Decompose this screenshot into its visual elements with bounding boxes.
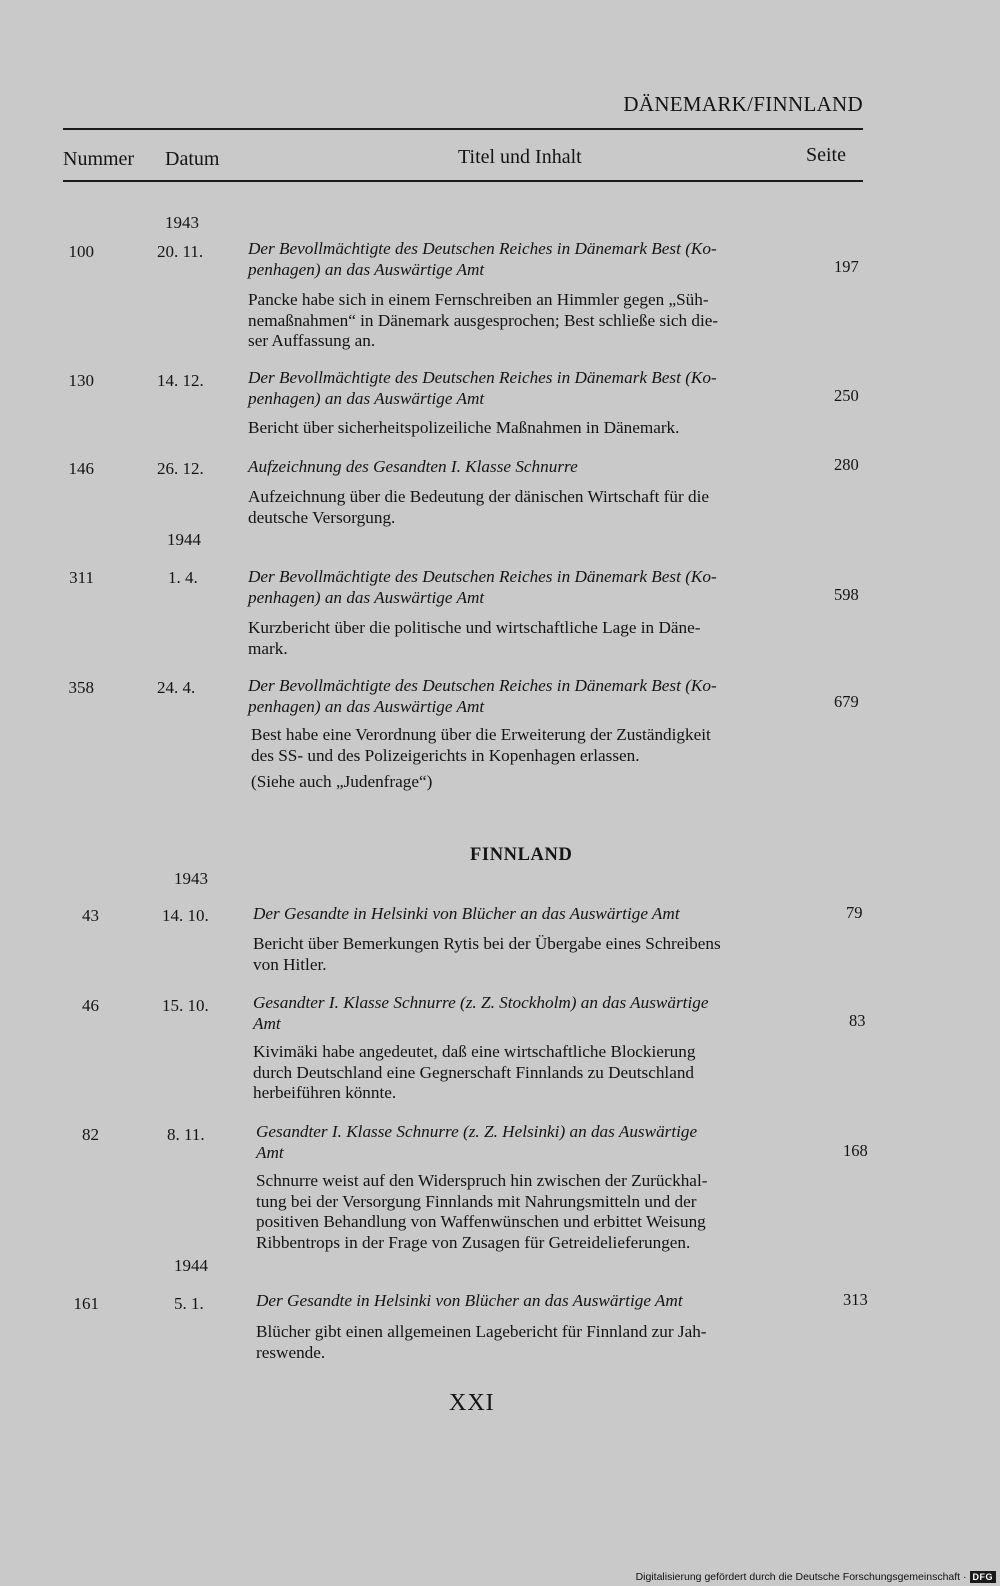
entry-title: Der Bevollmächtigte des Deutschen Reiches in Dänemark Best (Ko- penhagen) an das Auswärtige Amt bbox=[248, 239, 717, 279]
entry-number: 130 bbox=[68, 371, 94, 390]
entry-title: Der Gesandte in Helsinki von Blücher an das Auswärtige Amt bbox=[253, 904, 680, 923]
column-header-number: Nummer bbox=[63, 148, 135, 170]
entry-date: 24. 4. bbox=[157, 678, 196, 697]
entry-date: 14. 12. bbox=[157, 371, 204, 390]
year-label: 1944 bbox=[174, 1256, 208, 1275]
column-header-title: Titel und Inhalt bbox=[458, 146, 582, 168]
footer-text: Digitalisierung gefördert durch die Deutsche Forschungsgemeinschaft · bbox=[635, 1571, 967, 1583]
entry-page: 83 bbox=[849, 1011, 866, 1030]
entry-number: 46 bbox=[82, 996, 99, 1015]
entry-date: 26. 12. bbox=[157, 459, 204, 478]
entry-date: 1. 4. bbox=[168, 568, 198, 587]
entry-summary: Best habe eine Verordnung über die Erweiterung der Zuständigkeit des SS- und des Polizeigerichts in Kopenhagen erlassen. (Siehe auch „Judenfrage“) bbox=[251, 725, 711, 791]
entry-number: 311 bbox=[69, 568, 94, 587]
entry-number: 358 bbox=[68, 678, 94, 697]
entry-number: 100 bbox=[68, 242, 94, 261]
digitization-footer bbox=[636, 1571, 996, 1583]
table-header-rule bbox=[63, 180, 863, 182]
entry-page: 679 bbox=[834, 692, 859, 711]
entry-date: 14. 10. bbox=[162, 906, 209, 925]
entry-title: Der Bevollmächtigte des Deutschen Reiches in Dänemark Best (Ko- penhagen) an das Auswärtige Amt bbox=[248, 567, 717, 607]
entry-date: 15. 10. bbox=[162, 996, 209, 1015]
entry-page: 598 bbox=[834, 585, 859, 604]
column-header-date: Datum bbox=[165, 148, 220, 170]
entry-title: Aufzeichnung des Gesandten I. Klasse Schnurre bbox=[248, 457, 578, 476]
entry-summary: Blücher gibt einen allgemeinen Lagebericht für Finnland zur Jah- reswende. bbox=[256, 1322, 707, 1362]
entry-summary: Schnurre weist auf den Widerspruch hin zwischen der Zurückhal- tung bei der Versorgung Finnlands mit Nahrungsmitteln und der positiven Behandlung von Waffenwünschen und erbittet Weisung Ribbentrops in der Frage von Zusagen für Getreidelieferungen. bbox=[256, 1171, 708, 1252]
entry-page: 250 bbox=[834, 386, 859, 405]
entry-page: 280 bbox=[834, 455, 859, 474]
entry-title: Der Bevollmächtigte des Deutschen Reiches in Dänemark Best (Ko- penhagen) an das Auswärtige Amt bbox=[248, 368, 717, 408]
entry-title: Der Gesandte in Helsinki von Blücher an das Auswärtige Amt bbox=[256, 1291, 683, 1310]
entry-number: 146 bbox=[68, 459, 94, 478]
entry-date: 8. 11. bbox=[167, 1125, 205, 1144]
year-label: 1943 bbox=[174, 869, 208, 888]
entry-number: 82 bbox=[82, 1125, 99, 1144]
year-label: 1943 bbox=[165, 213, 199, 232]
page-number: XXI bbox=[449, 1390, 495, 1416]
running-head: DÄNEMARK/FINNLAND bbox=[623, 92, 863, 116]
entry-number: 43 bbox=[82, 906, 99, 925]
entry-page: 197 bbox=[834, 257, 859, 276]
entry-summary: Kivimäki habe angedeutet, daß eine wirtschaftliche Blockierung durch Deutschland eine Gegnerschaft Finnlands zu Deutschland herbeiführen könnte. bbox=[253, 1042, 696, 1102]
section-heading: FINNLAND bbox=[470, 845, 573, 865]
entry-page: 168 bbox=[843, 1141, 868, 1160]
entry-date: 5. 1. bbox=[174, 1294, 204, 1313]
entry-title: Gesandter I. Klasse Schnurre (z. Z. Stockholm) an das Auswärtige Amt bbox=[253, 993, 709, 1033]
entry-summary: Bericht über sicherheitspolizeiliche Maßnahmen in Dänemark. bbox=[248, 418, 680, 437]
entry-title: Der Bevollmächtigte des Deutschen Reiches in Dänemark Best (Ko- penhagen) an das Auswärtige Amt bbox=[248, 676, 717, 716]
entry-date: 20. 11. bbox=[157, 242, 204, 261]
entry-summary: Bericht über Bemerkungen Rytis bei der Übergabe eines Schreibens von Hitler. bbox=[253, 934, 721, 974]
entry-summary: Aufzeichnung über die Bedeutung der dänischen Wirtschaft für die deutsche Versorgung. bbox=[248, 487, 709, 527]
entry-number: 161 bbox=[73, 1294, 99, 1313]
entry-summary: Pancke habe sich in einem Fernschreiben an Himmler gegen „Süh- nemaßnahmen“ in Dänemark ausgesprochen; Best schließe sich die- ser Auffassung an. bbox=[248, 290, 719, 350]
entry-page: 313 bbox=[843, 1290, 868, 1309]
year-label: 1944 bbox=[167, 530, 201, 549]
entry-title: Gesandter I. Klasse Schnurre (z. Z. Helsinki) an das Auswärtige Amt bbox=[256, 1122, 698, 1162]
column-header-page: Seite bbox=[806, 144, 846, 166]
dfg-logo: DFG bbox=[970, 1571, 997, 1583]
table-top-rule bbox=[63, 128, 863, 130]
entry-summary: Kurzbericht über die politische und wirtschaftliche Lage in Däne- mark. bbox=[248, 618, 701, 658]
entry-page: 79 bbox=[846, 903, 863, 922]
